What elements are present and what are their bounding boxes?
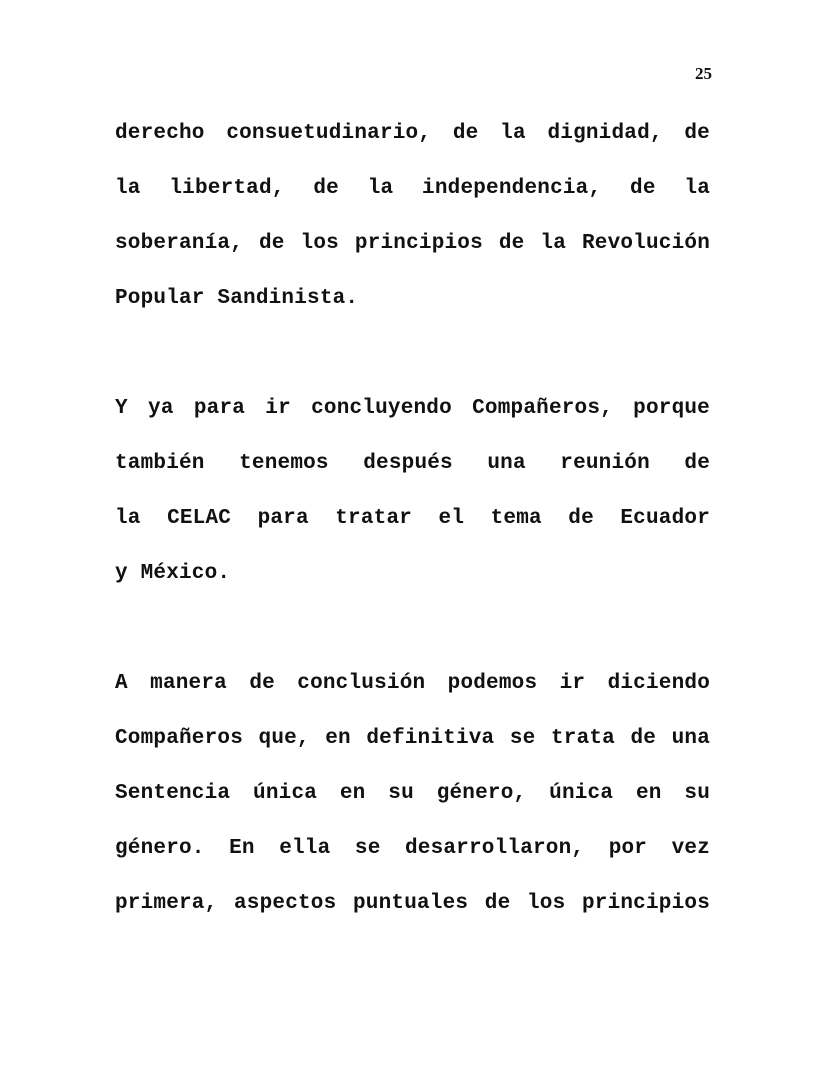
paragraph (115, 106, 710, 326)
text-line: género. En ella se desarrollaron, por vez (115, 837, 710, 860)
text-line: y México. (115, 562, 231, 585)
text-line: derecho consuetudinario, de la dignidad, de (115, 122, 710, 145)
text-line: Popular Sandinista. (115, 287, 359, 310)
text-line: también tenemos después una reunión de (115, 452, 710, 475)
text-line: Compañeros que, en definitiva se trata de una (115, 727, 710, 750)
page-number: 25 (695, 64, 712, 83)
document-body (115, 106, 710, 986)
text-line: la CELAC para tratar el tema de Ecuador (115, 507, 710, 530)
text-line: soberanía, de los principios de la Revolución (115, 232, 710, 255)
paragraph (115, 381, 710, 601)
text-line: Sentencia única en su género, única en su (115, 782, 710, 805)
text-line: Y ya para ir concluyendo Compañeros, porque (115, 397, 710, 420)
text-line: la libertad, de la independencia, de la (115, 177, 710, 200)
paragraph (115, 656, 710, 931)
text-line: primera, aspectos puntuales de los principios (115, 892, 710, 915)
text-line: A manera de conclusión podemos ir diciendo (115, 672, 710, 695)
